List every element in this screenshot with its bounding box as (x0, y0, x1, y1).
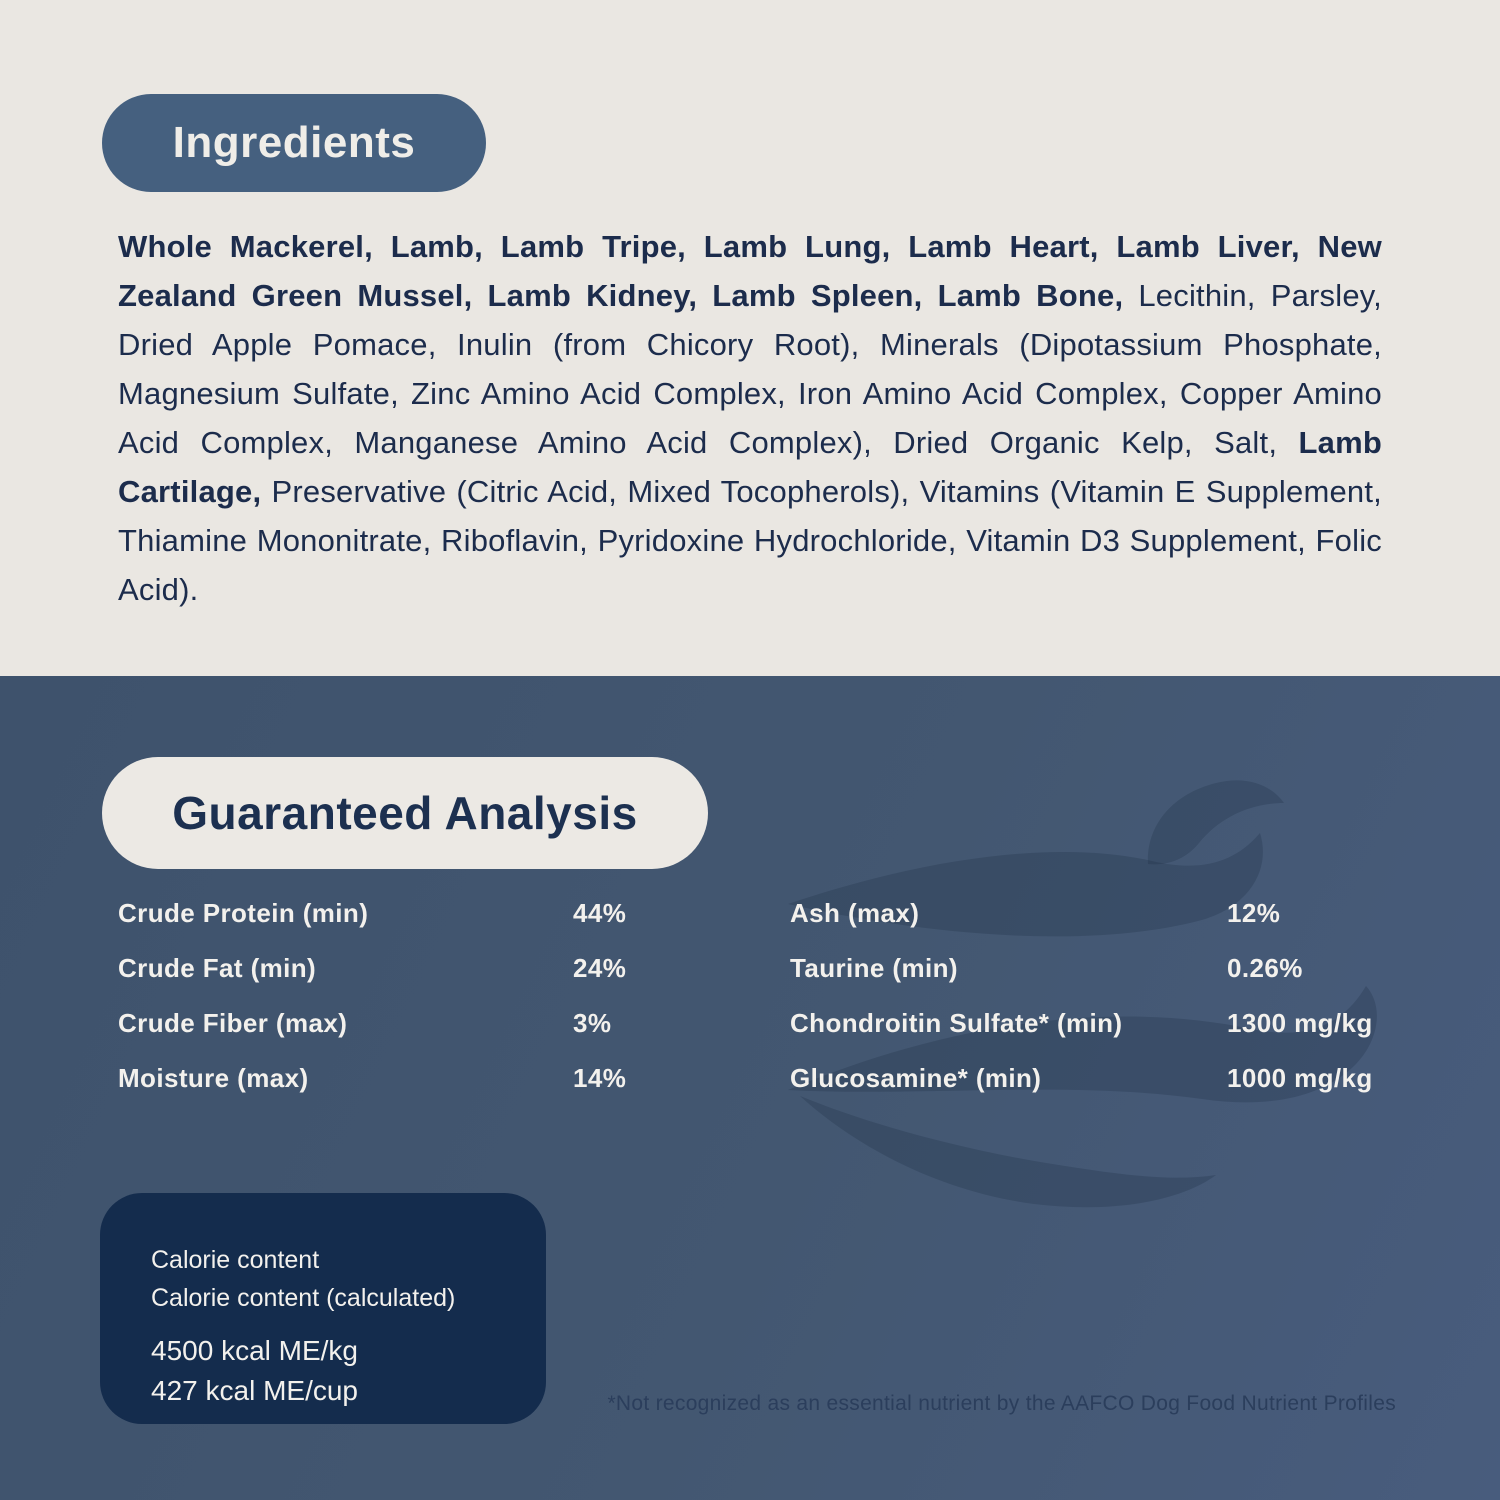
table-row (118, 941, 778, 996)
nutrient-value: 1000 mg/kg (1227, 1063, 1373, 1093)
nutrient-label: Crude Fiber (max) (118, 1008, 348, 1038)
calorie-content-box (100, 1193, 546, 1424)
nutrient-value: 14% (573, 1063, 627, 1093)
calorie-content-headings (151, 1241, 546, 1317)
calorie-content-values (151, 1331, 546, 1411)
aafco-footnote: *Not recognized as an essential nutrient by the AAFCO Dog Food Nutrient Profiles (607, 1392, 1396, 1415)
nutrient-value: 0.26% (1227, 953, 1303, 983)
nutrient-label: Moisture (max) (118, 1063, 309, 1093)
analysis-table-right (790, 886, 1430, 1106)
guaranteed-analysis-section (0, 676, 1500, 1500)
analysis-title: Guaranteed Analysis (172, 787, 638, 839)
table-row (790, 996, 1430, 1051)
nutrient-value: 12% (1227, 898, 1281, 928)
nutrient-label: Chondroitin Sulfate* (min) (790, 1008, 1123, 1038)
nutrient-label: Taurine (min) (790, 953, 958, 983)
calorie-value-line: 4500 kcal ME/kg (151, 1335, 358, 1366)
ingredients-primary-bold: Whole Mackerel, Lamb, Lamb Tripe, Lamb Lung, Lamb Heart, Lamb Liver, New Zealand Green Mussel, Lamb Kidney, Lamb Spleen, Lamb Bone, (118, 229, 1382, 313)
calorie-content-line: Calorie content (calculated) (151, 1284, 456, 1312)
calorie-value-line: 427 kcal ME/cup (151, 1375, 358, 1406)
calorie-content-line: Calorie content (151, 1246, 320, 1274)
nutrient-value: 44% (573, 898, 627, 928)
table-row (790, 941, 1430, 996)
ingredients-section (0, 0, 1500, 676)
ingredients-secondary: Lecithin, Parsley, Dried Apple Pomace, Inulin (from Chicory Root), Minerals (Dipotassium Phosphate, Magnesium Sulfate, Zinc Amino Acid Complex, Iron Amino Acid Complex, Copper Amino Acid Complex, Manganese Amino Acid Complex), Dried Organic Kelp, Salt, (118, 278, 1382, 460)
table-row (118, 996, 778, 1051)
nutrient-label: Ash (max) (790, 898, 920, 928)
table-row (118, 886, 778, 941)
ingredients-tail: Preservative (Citric Acid, Mixed Tocopherols), Vitamins (Vitamin E Supplement, Thiamine Mononitrate, Riboflavin, Pyridoxine Hydrochloride, Vitamin D3 Supplement, Folic Acid). (118, 474, 1382, 607)
analysis-table-left (118, 886, 778, 1106)
analysis-title-badge (102, 757, 708, 869)
nutrient-label: Crude Protein (min) (118, 898, 369, 928)
nutrient-value: 3% (573, 1008, 612, 1038)
nutrient-value: 24% (573, 953, 627, 983)
table-row (790, 886, 1430, 941)
ingredients-list (118, 222, 1382, 614)
nutrient-value: 1300 mg/kg (1227, 1008, 1373, 1038)
nutrient-label: Glucosamine* (min) (790, 1063, 1042, 1093)
nutrient-label: Crude Fat (min) (118, 953, 317, 983)
table-row (118, 1051, 778, 1106)
table-row (790, 1051, 1430, 1106)
ingredients-title-badge (102, 94, 486, 192)
ingredients-title: Ingredients (172, 118, 416, 167)
ingredients-cartilage-bold: Lamb Cartilage, (118, 425, 1382, 509)
